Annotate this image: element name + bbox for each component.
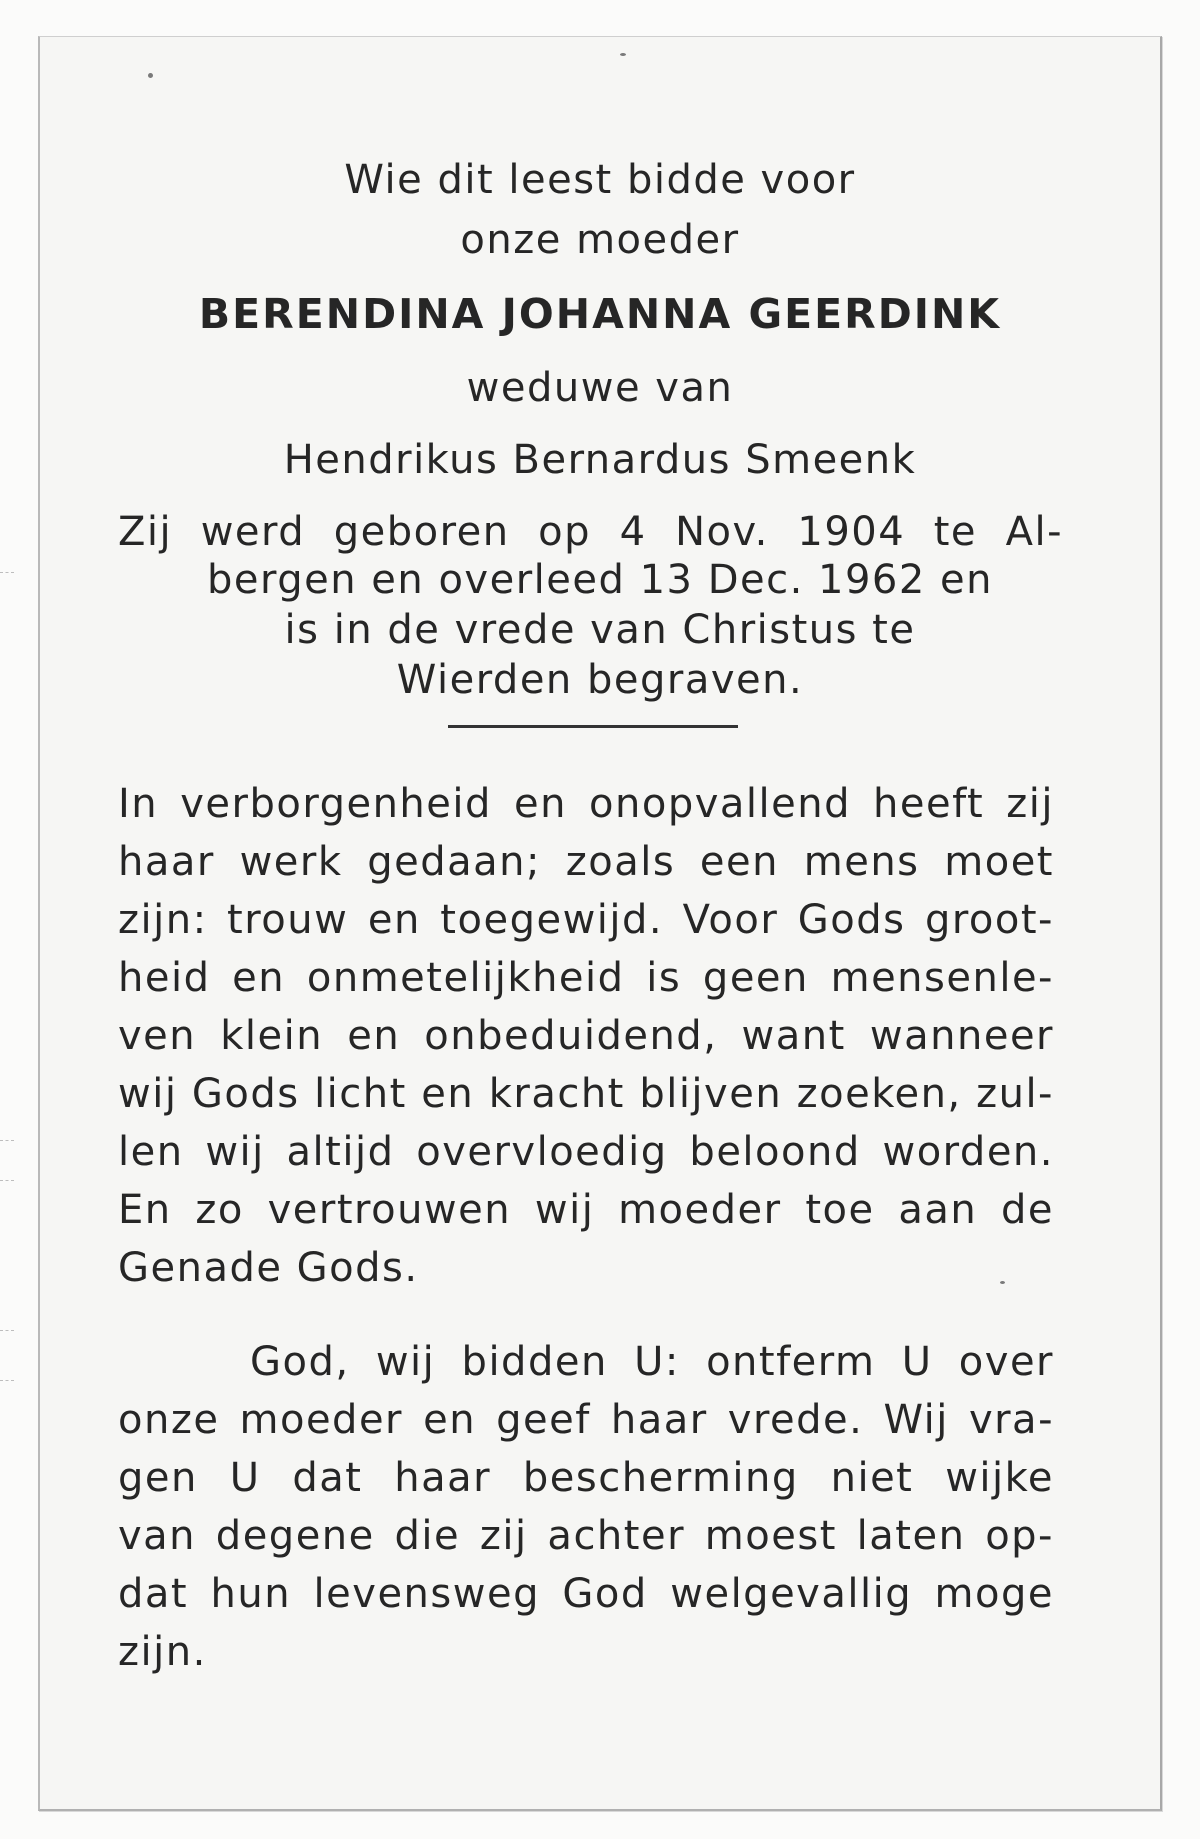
bio-line: is in de vrede van Christus te — [284, 607, 916, 653]
dust-speck — [148, 73, 153, 78]
paragraph-2-line: God, wij bidden U: ontferm U over — [250, 1339, 1054, 1385]
paragraph-1-line: wij Gods licht en kracht blijven zoeken, zul- — [118, 1071, 1054, 1117]
spouse-name: Hendrikus Bernardus Smeenk — [283, 437, 917, 483]
paragraph-1-line: ven klein en onbeduidend, want wanneer — [118, 1013, 1054, 1059]
paragraph-1-line: heid en onmetelijkheid is geen mensenle- — [118, 955, 1054, 1001]
scan-edge-mark — [0, 1330, 14, 1331]
divider-rule — [448, 725, 738, 728]
scan-edge-mark — [0, 1140, 14, 1141]
header-line-2: onze moeder — [460, 217, 740, 263]
paragraph-1-line: En zo vertrouwen wij moeder toe aan de — [118, 1187, 1054, 1233]
dust-speck — [1000, 1281, 1005, 1284]
paragraph-2-line: zijn. — [118, 1629, 207, 1675]
paragraph-1-line: haar werk gedaan; zoals een mens moet — [118, 839, 1054, 885]
deceased-name: BERENDINA JOHANNA GEERDINK — [198, 290, 1002, 338]
bio-line: bergen en overleed 13 Dec. 1962 en — [206, 557, 994, 603]
scan-edge-mark — [0, 1380, 14, 1381]
paragraph-2-line: gen U dat haar bescherming niet wijke — [118, 1455, 1054, 1501]
header-line-4: weduwe van — [466, 365, 734, 411]
paragraph-1-line: len wij altijd overvloedig beloond worden. — [118, 1129, 1054, 1175]
paragraph-1-line: In verborgenheid en onopvallend heeft zij — [118, 781, 1054, 827]
paragraph-1-line: zijn: trouw en toegewijd. Voor Gods groot- — [118, 897, 1054, 943]
paragraph-2-line: van degene die zij achter moest laten op- — [118, 1513, 1054, 1559]
header-line-1: Wie dit leest bidde voor — [344, 157, 856, 203]
scan-edge-mark — [0, 1180, 14, 1181]
paragraph-2-line: onze moeder en geef haar vrede. Wij vra- — [118, 1397, 1054, 1443]
paragraph-1-line: Genade Gods. — [118, 1245, 419, 1291]
dust-speck — [620, 53, 626, 56]
paragraph-2-line: dat hun levensweg God welgevallig moge — [118, 1571, 1054, 1617]
bio-line: Wierden begraven. — [396, 657, 804, 703]
bio-line: Zij werd geboren op 4 Nov. 1904 te Al- — [118, 509, 1063, 555]
